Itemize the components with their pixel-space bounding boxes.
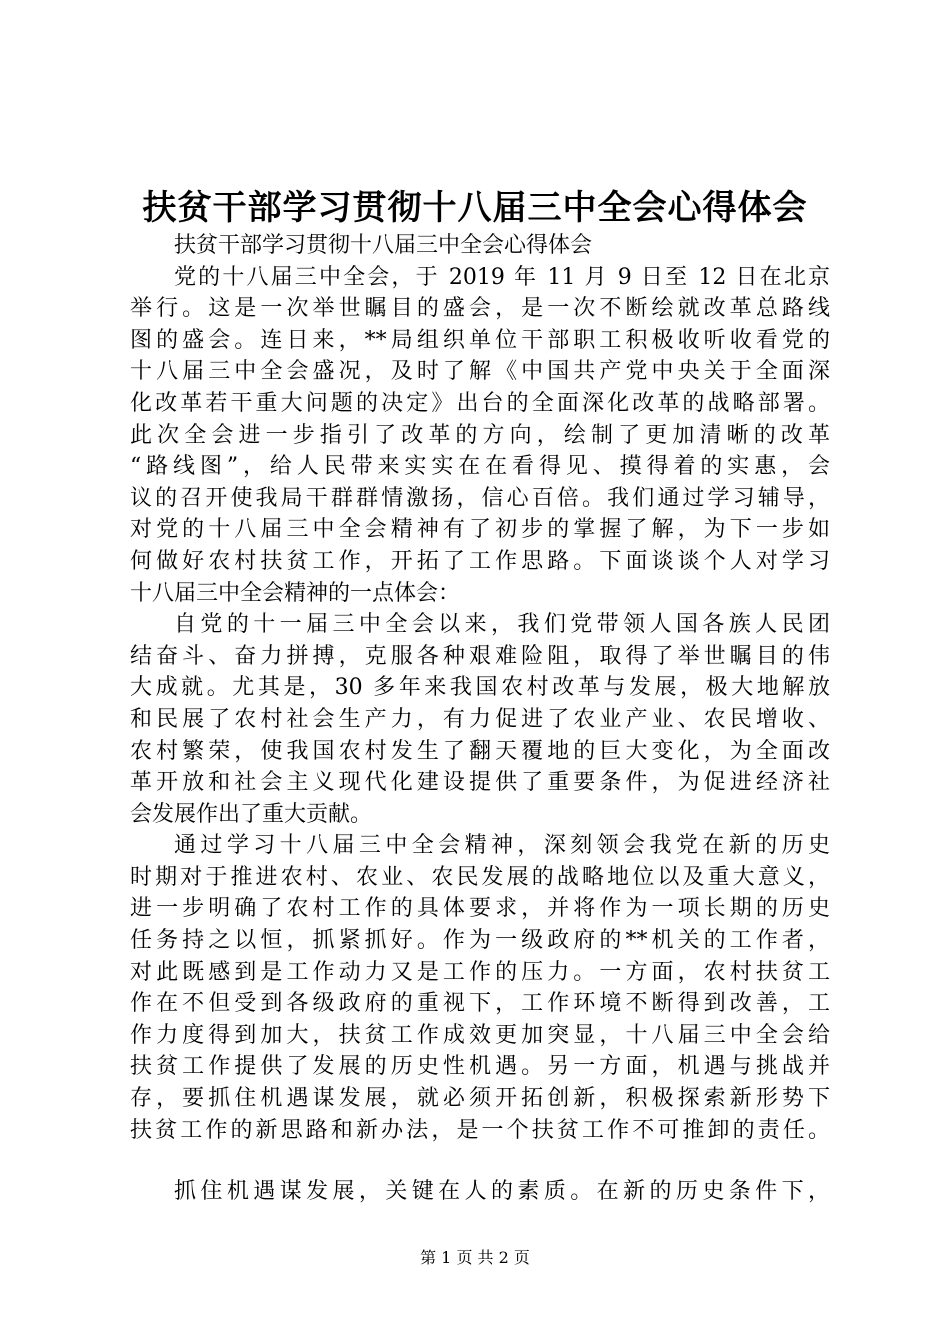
text-line: 议的召开使我局干群群情激扬，信心百倍。我们通过学习辅导，	[130, 485, 830, 511]
text-line: 作力度得到加大，扶贫工作成效更加突显，十八届三中全会给	[130, 1022, 830, 1048]
text-line: 任务持之以恒，抓紧抓好。作为一级政府的**机关的工作者，	[130, 928, 830, 954]
page-footer: 第 1 页 共 2 页	[420, 1248, 530, 1267]
text-line: 进一步明确了农村工作的具体要求，并将作为一项长期的历史	[130, 896, 830, 922]
text-line: 扶贫工作提供了发展的历史性机遇。另一方面，机遇与挑战并	[130, 1054, 830, 1080]
text-line: 抓住机遇谋发展，关键在人的素质。在新的历史条件下，	[174, 1179, 830, 1205]
text-line: 扶贫干部学习贯彻十八届三中全会心得体会	[174, 233, 593, 258]
text-line: 农村繁荣，使我国农村发生了翻天覆地的巨大变化，为全面改	[130, 738, 830, 764]
text-line: 结奋斗、奋力拼搏，克服各种艰难险阻，取得了举世瞩目的伟	[130, 643, 830, 669]
paragraph-gap	[130, 1146, 830, 1176]
text-line: 存，要抓住机遇谋发展，就必须开拓创新，积极探索新形势下	[130, 1086, 830, 1112]
text-line: 十八届三中全会精神的一点体会：	[130, 580, 461, 606]
text-line: 大成就。尤其是，30 多年来我国农村改革与发展，极大地解放	[130, 675, 830, 701]
document-body	[130, 230, 830, 1208]
text-line: 通过学习十八届三中全会精神，深刻领会我党在新的历史	[174, 833, 830, 859]
text-line: 和民展了农村社会生产力，有力促进了农业产业、农民增收、	[130, 706, 830, 732]
text-line: 何做好农村扶贫工作，开拓了工作思路。下面谈谈个人对学习	[130, 548, 830, 574]
text-line: 对此既感到是工作动力又是工作的压力。一方面，农村扶贫工	[130, 959, 830, 985]
text-line: 举行。这是一次举世瞩目的盛会，是一次不断绘就改革总路线	[130, 296, 830, 322]
text-line: 时期对于推进农村、农业、农民发展的战略地位以及重大意义，	[130, 864, 830, 890]
text-line: 扶贫工作的新思路和新办法，是一个扶贫工作不可推卸的责任。	[130, 1117, 830, 1143]
text-line: 图的盛会。连日来，**局组织单位干部职工积极收听收看党的	[130, 327, 830, 353]
text-line: 对党的十八届三中全会精神有了初步的掌握了解，为下一步如	[130, 517, 830, 543]
text-line: 化改革若干重大问题的决定》出台的全面深化改革的战略部署。	[130, 390, 830, 416]
text-line: 革开放和社会主义现代化建设提供了重要条件，为促进经济社	[130, 770, 830, 796]
text-line: 作在不但受到各级政府的重视下，工作环境不断得到改善，工	[130, 991, 830, 1017]
text-line: 十八届三中全会盛况，及时了解《中国共产党中央关于全面深	[130, 359, 830, 385]
text-line: 会发展作出了重大贡献。	[130, 801, 373, 827]
document-title: 扶贫干部学习贯彻十八届三中全会心得体会	[142, 188, 808, 228]
text-line: 此次全会进一步指引了改革的方向，绘制了更加清晰的改革	[130, 422, 830, 448]
text-line: “路线图”，给人民带来实实在在看得见、摸得着的实惠，会	[130, 454, 830, 480]
text-line: 自党的十一届三中全会以来，我们党带领人国各族人民团	[174, 612, 830, 638]
text-line: 党的十八届三中全会，于 2019 年 11 月 9 日至 12 日在北京	[174, 264, 830, 290]
